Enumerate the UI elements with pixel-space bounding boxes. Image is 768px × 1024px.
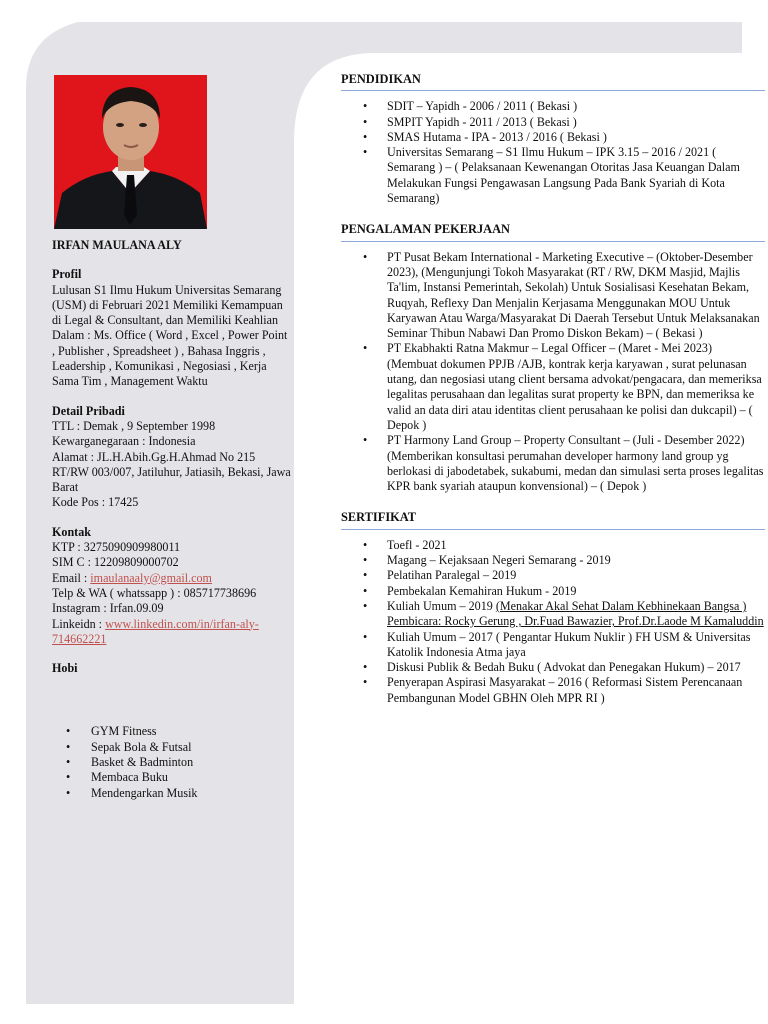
left-column <box>52 236 292 801</box>
contact-ktp: KTP : 3275090909980011 <box>52 540 181 555</box>
hobi-item: • Mendengarkan Musik <box>52 786 292 801</box>
hobi-heading: Hobi <box>52 661 78 676</box>
pengalaman-item: • PT Ekabhakti Ratna Makmur – Legal Officer – (Maret - Mei 2023) (Membuat dokumen PPJB /AJB, kontrak kerja karyawan , surat pelunasan utang, dan negosiasi utang client bersama advokat/pengacara, dan memeriksa legalitas perusahaan dan legalitas surat property ke BPN, dan memeriksa ke valid an data diri atau identitas client perusahaan ke polisi dan dukcapil) – ( Depok ) <box>341 341 765 433</box>
contact-linkedin-row <box>52 617 292 648</box>
pengalaman-item: • PT Pusat Bekam International - Marketing Executive – (Oktober-Desember 2023), (Mengunjungi Tokoh Masyarakat (RT / RW, DKM Masjid, Majlis Ta'lim, Instansi Pemerintah, Sekolah) Untuk Sosialisasi Kesehatan Bekam, Ruqyah, Reflexy Dan Menjalin Kerjasama Menggunakan MOU Untuk Karyawan Atau Warga/Masyarakat Di Daerah Tersebut Untuk Melaksanakan Seminar Thibun Nabawi Dan Promo Diskon Bekam) – ( Bekasi ) <box>341 250 765 342</box>
pendidikan-list <box>341 99 765 206</box>
hobi-list <box>52 724 292 800</box>
full-name: IRFAN MAULANA ALY <box>52 238 182 252</box>
profil-text: Lulusan S1 Ilmu Hukum Universitas Semarang (USM) di Februari 2021 Memiliki Kemampuan di Legal & Consultant, dan Memiliki Keahlian Dalam : Ms. Office ( Word , Excel , Power Point , Publisher , Spreadsheet ) , Bahasa Inggris , Leadership , Komunikasi , Negosiasi , Kerja Sama Tim , Management Waktu <box>52 282 288 389</box>
detail-ttl: TTL : Demak , 9 September 1998 <box>52 418 216 433</box>
profile-photo <box>54 75 207 229</box>
contact-sim: SIM C : 12209809000702 <box>52 555 179 570</box>
sertifikat-item: • Kuliah Umum – 2017 ( Pengantar Hukum Nuklir ) FH USM & Universitas Katolik Indonesia Atma jaya <box>341 630 765 661</box>
kuliah-prefix: Kuliah Umum – 2019 <box>387 598 496 613</box>
contact-email-row <box>52 571 292 586</box>
sertifikat-item: • Diskusi Publik & Bedah Buku ( Advokat dan Penegakan Hukum) – 2017 <box>341 660 765 675</box>
detail-heading: Detail Pribadi <box>52 403 125 418</box>
pendidikan-heading: PENDIDIKAN <box>341 72 765 91</box>
linkedin-label: Linkeidn : <box>52 616 106 631</box>
pendidikan-item: • SMAS Hutama - IPA - 2013 / 2016 ( Bekasi ) <box>341 130 765 145</box>
linkedin-link[interactable]: www.linkedin.com/in/irfan-aly-714662221 <box>52 616 259 646</box>
sertifikat-item: • Magang – Kejaksaan Negeri Semarang - 2019 <box>341 553 765 568</box>
hobi-item: • Sepak Bola & Futsal <box>52 740 292 755</box>
pendidikan-item: • Universitas Semarang – S1 Ilmu Hukum – IPK 3.15 – 2016 / 2021 ( Semarang ) – ( Pelaksanaan Kewenangan Otoritas Jasa Keuangan Dalam Melakukan Fungsi Pengawasan Langsung Pada Bank Syariah di Kota Semarang) <box>341 145 765 206</box>
sertifikat-item: • Pembekalan Kemahiran Hukum - 2019 <box>341 584 765 599</box>
hobi-item: • Basket & Badminton <box>52 755 292 770</box>
email-link[interactable]: imaulanaaly@gmail.com <box>90 570 212 585</box>
contact-instagram: Instagram : Irfan.09.09 <box>52 601 164 616</box>
sertifikat-item: • Toefl - 2021 <box>341 538 765 553</box>
email-label: Email : <box>52 570 91 585</box>
right-column <box>341 72 765 706</box>
pendidikan-item: • SMPIT Yapidh - 2011 / 2013 ( Bekasi ) <box>341 115 765 130</box>
detail-nationality: Kewarganegaraan : Indonesia <box>52 434 196 449</box>
pendidikan-item: • SDIT – Yapidh - 2006 / 2011 ( Bekasi ) <box>341 99 765 114</box>
kuliah-underlined: (Menakar Akal Sehat Dalam Kebhinekaan Bangsa ) Pembicara: Rocky Gerung , Dr.Fuad Bawazier, Prof.Dr.Laode M Kamaluddin <box>387 598 764 629</box>
profil-heading: Profil <box>52 267 82 282</box>
sertifikat-item: • Penyerapan Aspirasi Masyarakat – 2016 ( Reformasi Sistem Perencanaan Pembangunan Model GBHN Oleh MPR RI ) <box>341 675 765 706</box>
pengalaman-item: • PT Harmony Land Group – Property Consultant – (Juli - Desember 2022) (Memberikan konsultasi perumahan developer harmony land group yg berlokasi di jabodetabek, sukabumi, medan dan simulasi serta proses legalitas KPR bank syariah ataupun konvensional) – ( Depok ) <box>341 433 765 494</box>
sertifikat-list <box>341 538 765 706</box>
hobi-item: • Membaca Buku <box>52 770 292 785</box>
kontak-heading: Kontak <box>52 524 91 539</box>
sertifikat-item: • Pelatihan Paralegal – 2019 <box>341 568 765 583</box>
pengalaman-heading: PENGALAMAN PEKERJAAN <box>341 222 765 241</box>
pengalaman-list <box>341 250 765 495</box>
sertifikat-item <box>341 599 765 630</box>
detail-postal-code: Kode Pos : 17425 <box>52 495 139 510</box>
sertifikat-heading: SERTIFIKAT <box>341 510 765 529</box>
detail-address: Alamat : JL.H.Abih.Gg.H.Ahmad No 215 RT/RW 003/007, Jatiluhur, Jatiasih, Bekasi, Jawa Barat <box>52 449 291 495</box>
hobi-item: • GYM Fitness <box>52 724 292 739</box>
contact-phone: Telp & WA ( whatssapp ) : 085717738696 <box>52 585 257 600</box>
